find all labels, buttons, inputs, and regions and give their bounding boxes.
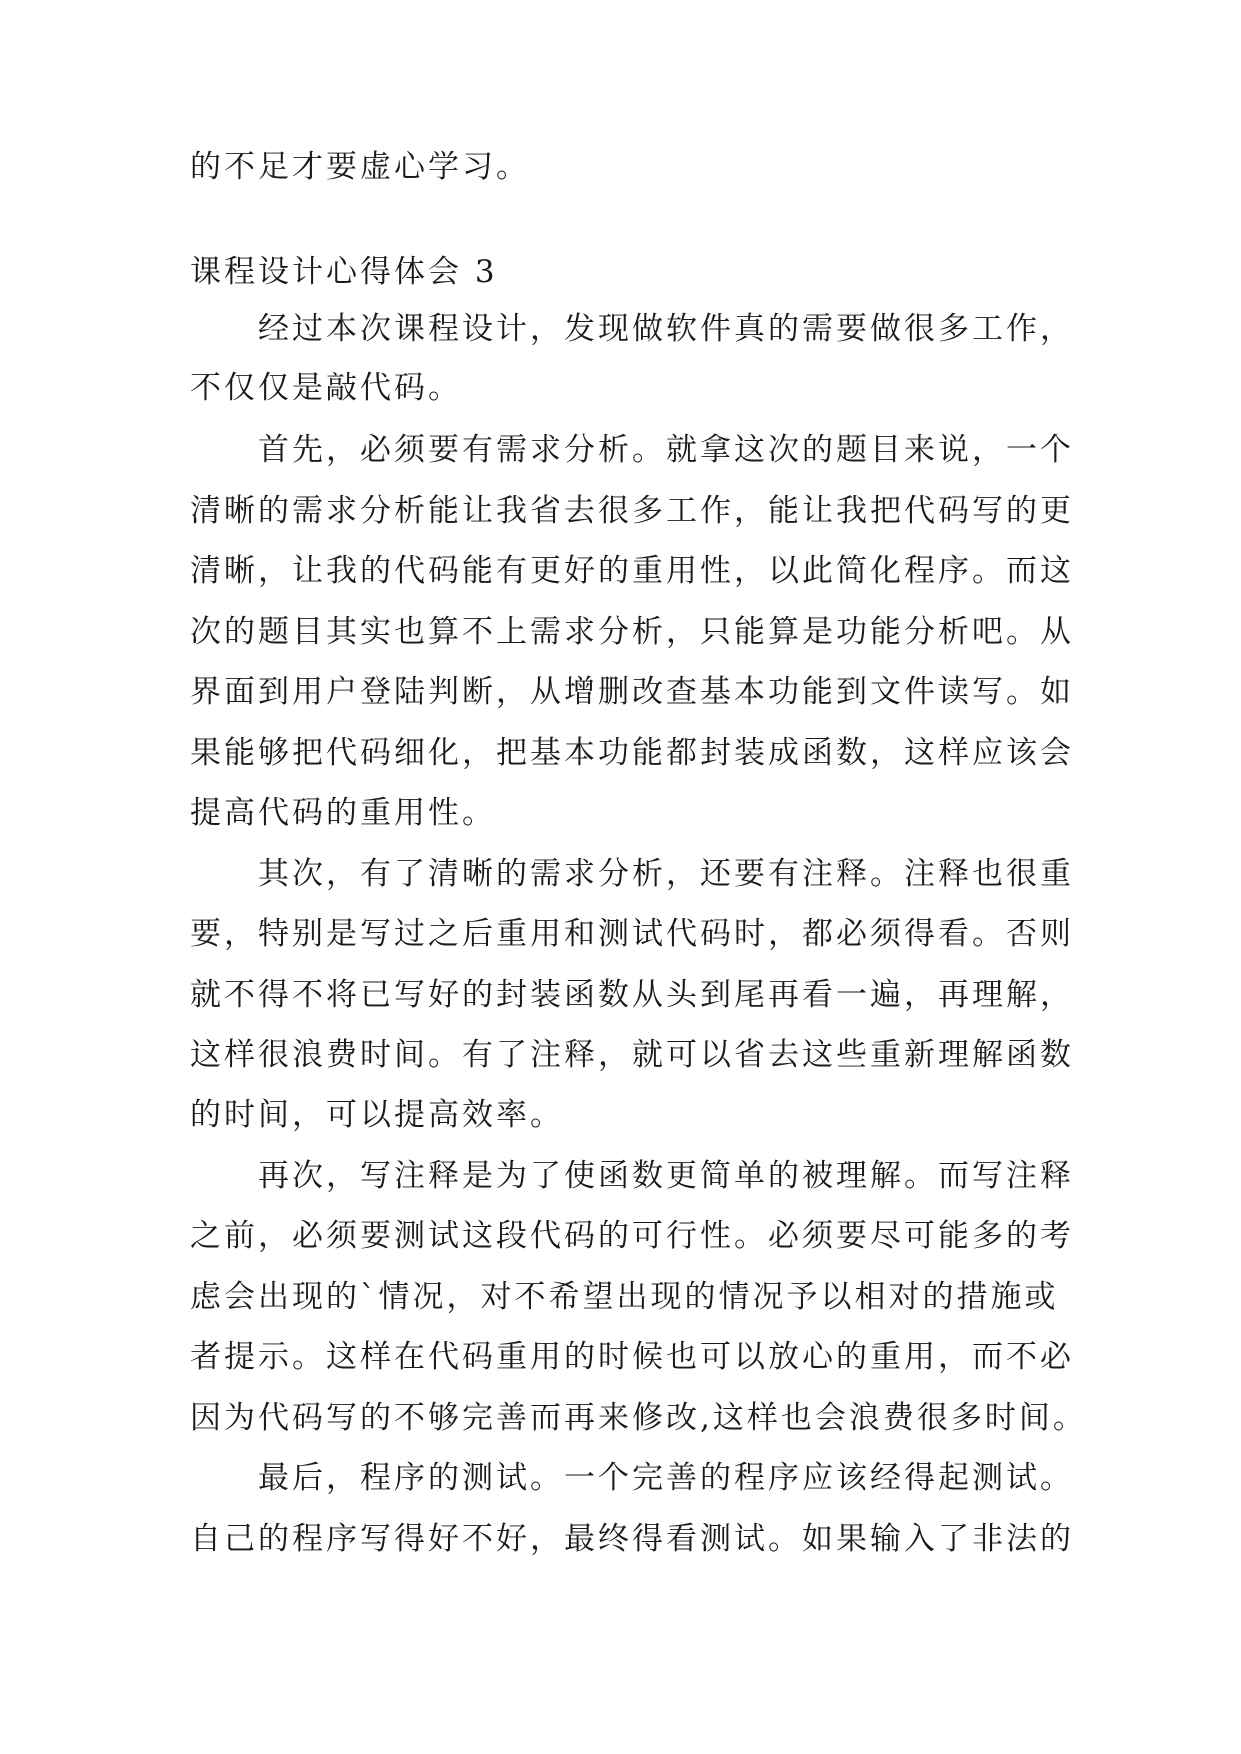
paragraph-line: 提高代码的重用性。 xyxy=(190,795,496,831)
paragraph-line: 经过本次课程设计，发现做软件真的需要做很多工作， xyxy=(258,311,1074,347)
paragraph-line: 清晰的需求分析能让我省去很多工作，能让我把代码写的更 xyxy=(190,493,1074,529)
paragraph-line: 不仅仅是敲代码。 xyxy=(190,370,462,406)
paragraph-line: 就不得不将已写好的封装函数从头到尾再看一遍，再理解， xyxy=(190,977,1074,1013)
continuation-line: 的不足才要虚心学习。 xyxy=(190,149,530,185)
paragraph-line: 再次，写注释是为了使函数更简单的被理解。而写注释 xyxy=(258,1158,1074,1194)
paragraph-line: 首先，必须要有需求分析。就拿这次的题目来说，一个 xyxy=(258,432,1074,468)
paragraph-line: 界面到用户登陆判断，从增删改查基本功能到文件读写。如 xyxy=(190,674,1074,710)
paragraph-line: 之前，必须要测试这段代码的可行性。必须要尽可能多的考 xyxy=(190,1218,1074,1254)
section-title: 课程设计心得体会 3 xyxy=(190,254,498,290)
paragraph-line: 这样很浪费时间。有了注释，就可以省去这些重新理解函数 xyxy=(190,1037,1074,1073)
paragraph-line: 次的题目其实也算不上需求分析，只能算是功能分析吧。从 xyxy=(190,614,1074,650)
paragraph-line: 清晰，让我的代码能有更好的重用性，以此简化程序。而这 xyxy=(190,553,1074,589)
paragraph-line: 最后，程序的测试。一个完善的程序应该经得起测试。 xyxy=(258,1460,1074,1496)
paragraph-line: 的时间，可以提高效率。 xyxy=(190,1097,564,1133)
paragraph-line: 自己的程序写得好不好，最终得看测试。如果输入了非法的 xyxy=(190,1521,1074,1557)
paragraph-line: 虑会出现的`情况，对不希望出现的情况予以相对的措施或 xyxy=(190,1279,1059,1315)
paragraph-line: 要，特别是写过之后重用和测试代码时，都必须得看。否则 xyxy=(190,916,1074,952)
paragraph-line: 因为代码写的不够完善而再来修改,这样也会浪费很多时间。 xyxy=(190,1400,1087,1436)
paragraph-line: 者提示。这样在代码重用的时候也可以放心的重用，而不必 xyxy=(190,1339,1074,1375)
paragraph-line: 其次，有了清晰的需求分析，还要有注释。注释也很重 xyxy=(258,856,1074,892)
paragraph-line: 果能够把代码细化，把基本功能都封装成函数，这样应该会 xyxy=(190,735,1074,771)
